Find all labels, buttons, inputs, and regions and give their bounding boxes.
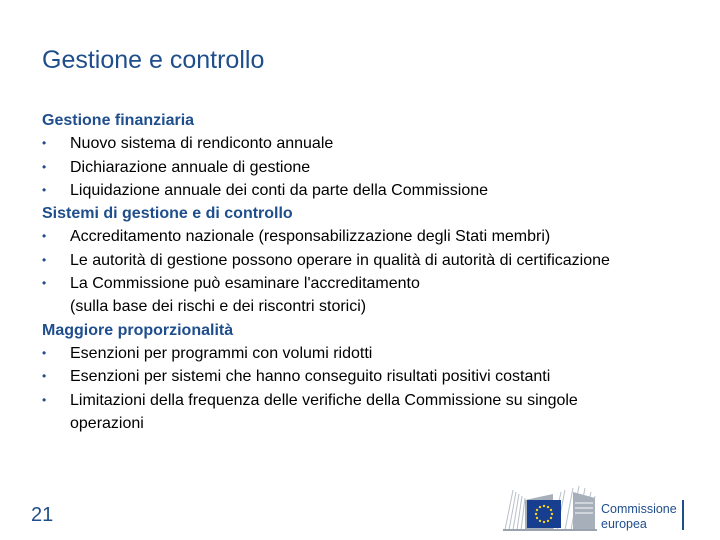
bullet-item xyxy=(42,342,702,365)
bullet-item xyxy=(42,156,702,179)
bullet-item xyxy=(42,249,702,272)
bullet-icon: • xyxy=(42,276,47,291)
bullet-icon: • xyxy=(42,229,47,244)
logo-line-2: europea xyxy=(601,517,647,531)
bullet-text: Limitazioni della frequenza delle verifiche della Commissione su singole xyxy=(70,391,578,409)
bullet-text: Liquidazione annuale dei conti da parte della Commissione xyxy=(70,181,489,199)
logo-text xyxy=(601,502,677,532)
logo-divider xyxy=(682,500,684,530)
bullet-text: Esenzioni per sistemi che hanno conseguito risultati positivi costanti xyxy=(70,368,551,386)
bullet-icon: • xyxy=(42,392,47,407)
bullet-icon: • xyxy=(42,345,47,360)
bullet-item xyxy=(42,225,702,248)
bullet-text: Esenzioni per programmi con volumi ridotti xyxy=(70,344,373,362)
bullet-item xyxy=(42,132,702,155)
section-heading: Gestione finanziaria xyxy=(42,112,195,129)
bullet-icon: • xyxy=(42,369,47,384)
logo-line-1: Commissione xyxy=(601,502,677,516)
section-heading: Sistemi di gestione e di controllo xyxy=(42,205,293,223)
bullet-text: La Commissione può esaminare l'accreditamento xyxy=(70,275,420,293)
bullet-item xyxy=(42,272,702,319)
bullet-icon: • xyxy=(42,159,47,174)
page-number: 21 xyxy=(31,504,54,526)
bullet-icon: • xyxy=(42,182,47,197)
slide-content xyxy=(42,109,702,435)
bullet-text-continuation: (sulla base dei rischi e dei riscontri storici) xyxy=(70,298,367,316)
bullet-text-continuation: operazioni xyxy=(70,414,144,432)
bullet-item xyxy=(42,389,702,436)
bullet-icon: • xyxy=(42,136,47,151)
bullet-text: Nuovo sistema di rendiconto annuale xyxy=(70,135,334,153)
eu-flag xyxy=(527,500,561,528)
slide-title: Gestione e controllo xyxy=(42,46,265,74)
bullet-icon: • xyxy=(42,252,47,267)
bullet-text: Accreditamento nazionale (responsabilizzazione degli Stati membri) xyxy=(70,228,551,246)
bullet-text: Dichiarazione annuale di gestione xyxy=(70,158,311,176)
bullet-item xyxy=(42,365,702,388)
commission-building-logo-icon xyxy=(503,484,597,532)
section-heading: Maggiore proporzionalità xyxy=(42,321,234,339)
bullet-text: Le autorità di gestione possono operare in qualità di autorità di certificazione xyxy=(70,251,610,269)
bullet-item xyxy=(42,179,702,202)
